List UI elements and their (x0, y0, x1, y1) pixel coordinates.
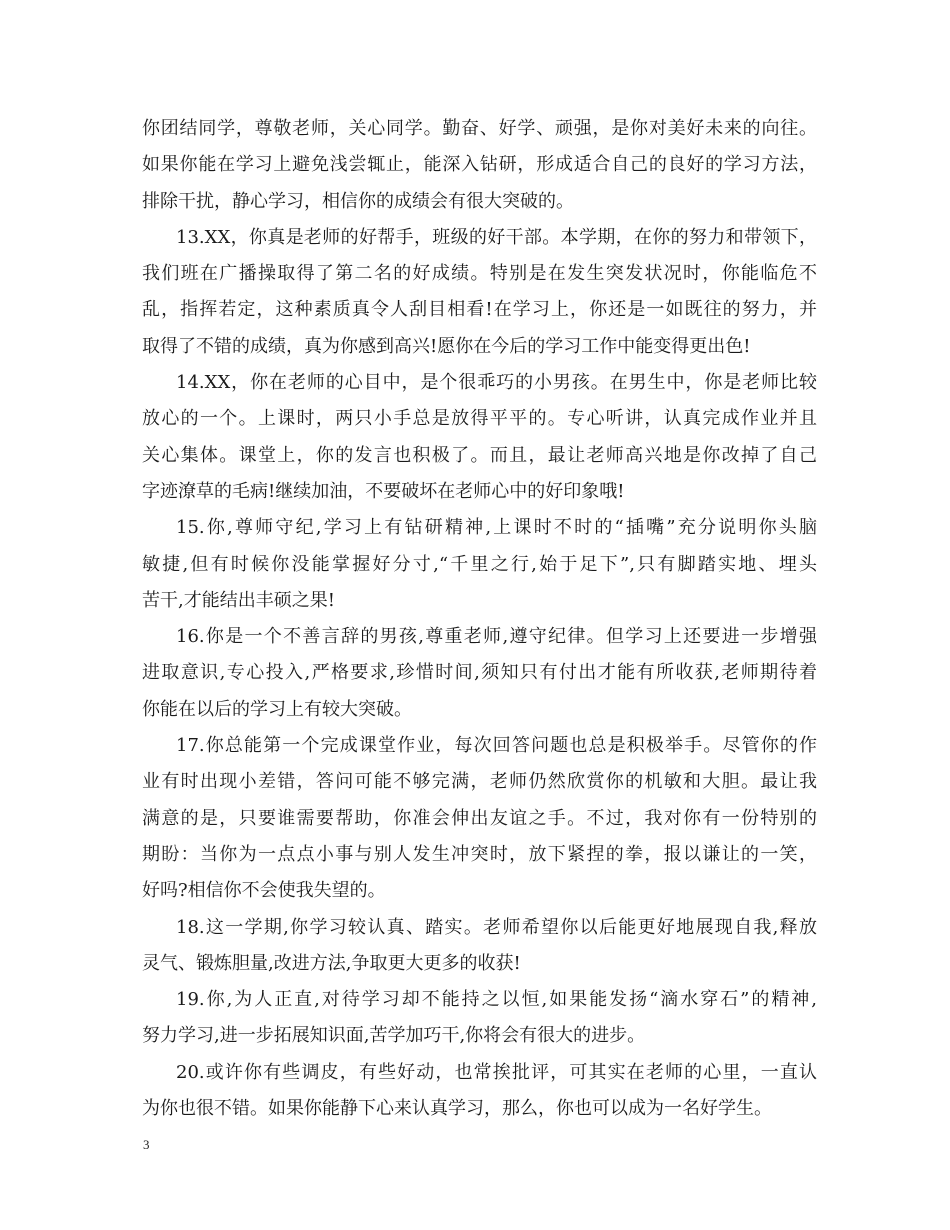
paragraph-line: 18.这一学期,你学习较认真、踏实。老师希望你以后能更好地展现自我,释放 (176, 916, 817, 938)
comment-paragraph (142, 365, 817, 510)
paragraph-line: 为你也很不错。如果你能静下心来认真学习，那么，你也可以成为一名好学生。 (142, 1098, 772, 1120)
paragraph-line: 字迹潦草的毛病!继续加油，不要破坏在老师心中的好印象哦! (142, 480, 625, 502)
comment-paragraph (142, 111, 817, 220)
page-number: 3 (143, 1137, 150, 1152)
paragraph-line: 关心集体。课堂上，你的发言也积极了。而且，最让老师高兴地是你改掉了自己 (142, 444, 817, 466)
paragraph-line: 放心的一个。上课时，两只小手总是放得平平的。专心听讲，认真完成作业并且 (142, 408, 817, 430)
paragraph-line: 敏捷,但有时候你没能掌握好分寸,“千里之行,始于足下”,只有脚踏实地、埋头 (142, 553, 817, 575)
paragraph-line: 满意的是，只要谁需要帮助，你准会伸出友谊之手。不过，我对你有一份特别的 (142, 807, 817, 829)
paragraph-line: 17.你总能第一个完成课堂作业，每次回答问题也总是积极举手。尽管你的作 (176, 735, 817, 757)
document-body (142, 111, 817, 1127)
comment-paragraph (142, 619, 817, 728)
paragraph-line: 期盼：当你为一点点小事与别人发生冲突时，放下紧捏的拳，报以谦让的一笑， (142, 843, 817, 865)
comment-paragraph (142, 910, 817, 983)
comment-paragraph (142, 220, 817, 365)
paragraph-line: 好吗?相信你不会使我失望的。 (142, 880, 386, 902)
comment-paragraph (142, 728, 817, 909)
paragraph-line: 你能在以后的学习上有较大突破。 (142, 698, 412, 720)
paragraph-line: 15.你,尊师守纪,学习上有钻研精神,上课时不时的“插嘴”充分说明你头脑 (176, 517, 817, 539)
paragraph-line: 20.或许你有些调皮，有些好动，也常挨批评，可其实在老师的心里，一直认 (176, 1061, 817, 1083)
paragraph-line: 14.XX，你在老师的心目中，是个很乖巧的小男孩。在男生中，你是老师比较 (176, 372, 817, 394)
comment-paragraph (142, 982, 817, 1055)
paragraph-line: 苦干,才能结出丰硕之果! (142, 589, 335, 611)
paragraph-line: 灵气、锻炼胆量,改进方法,争取更大更多的收获! (142, 952, 521, 974)
paragraph-line: 我们班在广播操取得了第二名的好成绩。特别是在发生突发状况时，你能临危不 (142, 263, 817, 285)
paragraph-line: 19.你,为人正直,对待学习却不能持之以恒,如果能发扬“滴水穿石”的精神, (176, 989, 817, 1011)
comment-paragraph (142, 510, 817, 619)
paragraph-line: 乱，指挥若定，这种素质真令人刮目相看!在学习上，你还是一如既往的努力，并 (142, 299, 817, 321)
paragraph-line: 如果你能在学习上避免浅尝辄止，能深入钻研，形成适合自己的良好的学习方法， (142, 154, 817, 176)
paragraph-line: 排除干扰，静心学习，相信你的成绩会有很大突破的。 (142, 190, 574, 212)
paragraph-line: 取得了不错的成绩，真为你感到高兴!愿你在今后的学习工作中能变得更出色! (142, 335, 751, 357)
paragraph-line: 你团结同学，尊敬老师，关心同学。勤奋、好学、顽强，是你对美好未来的向往。 (142, 118, 817, 139)
paragraph-line: 13.XX，你真是老师的好帮手，班级的好干部。本学期，在你的努力和带领下， (176, 226, 817, 248)
paragraph-line: 进取意识,专心投入,严格要求,珍惜时间,须知只有付出才能有所收获,老师期待着 (142, 662, 817, 684)
comment-paragraph (142, 1055, 817, 1128)
paragraph-line: 业有时出现小差错，答问可能不够完满，老师仍然欣赏你的机敏和大胆。最让我 (142, 771, 817, 793)
paragraph-line: 努力学习,进一步拓展知识面,苦学加巧干,你将会有很大的进步。 (142, 1025, 646, 1047)
paragraph-line: 16.你是一个不善言辞的男孩,尊重老师,遵守纪律。但学习上还要进一步增强 (176, 626, 817, 648)
